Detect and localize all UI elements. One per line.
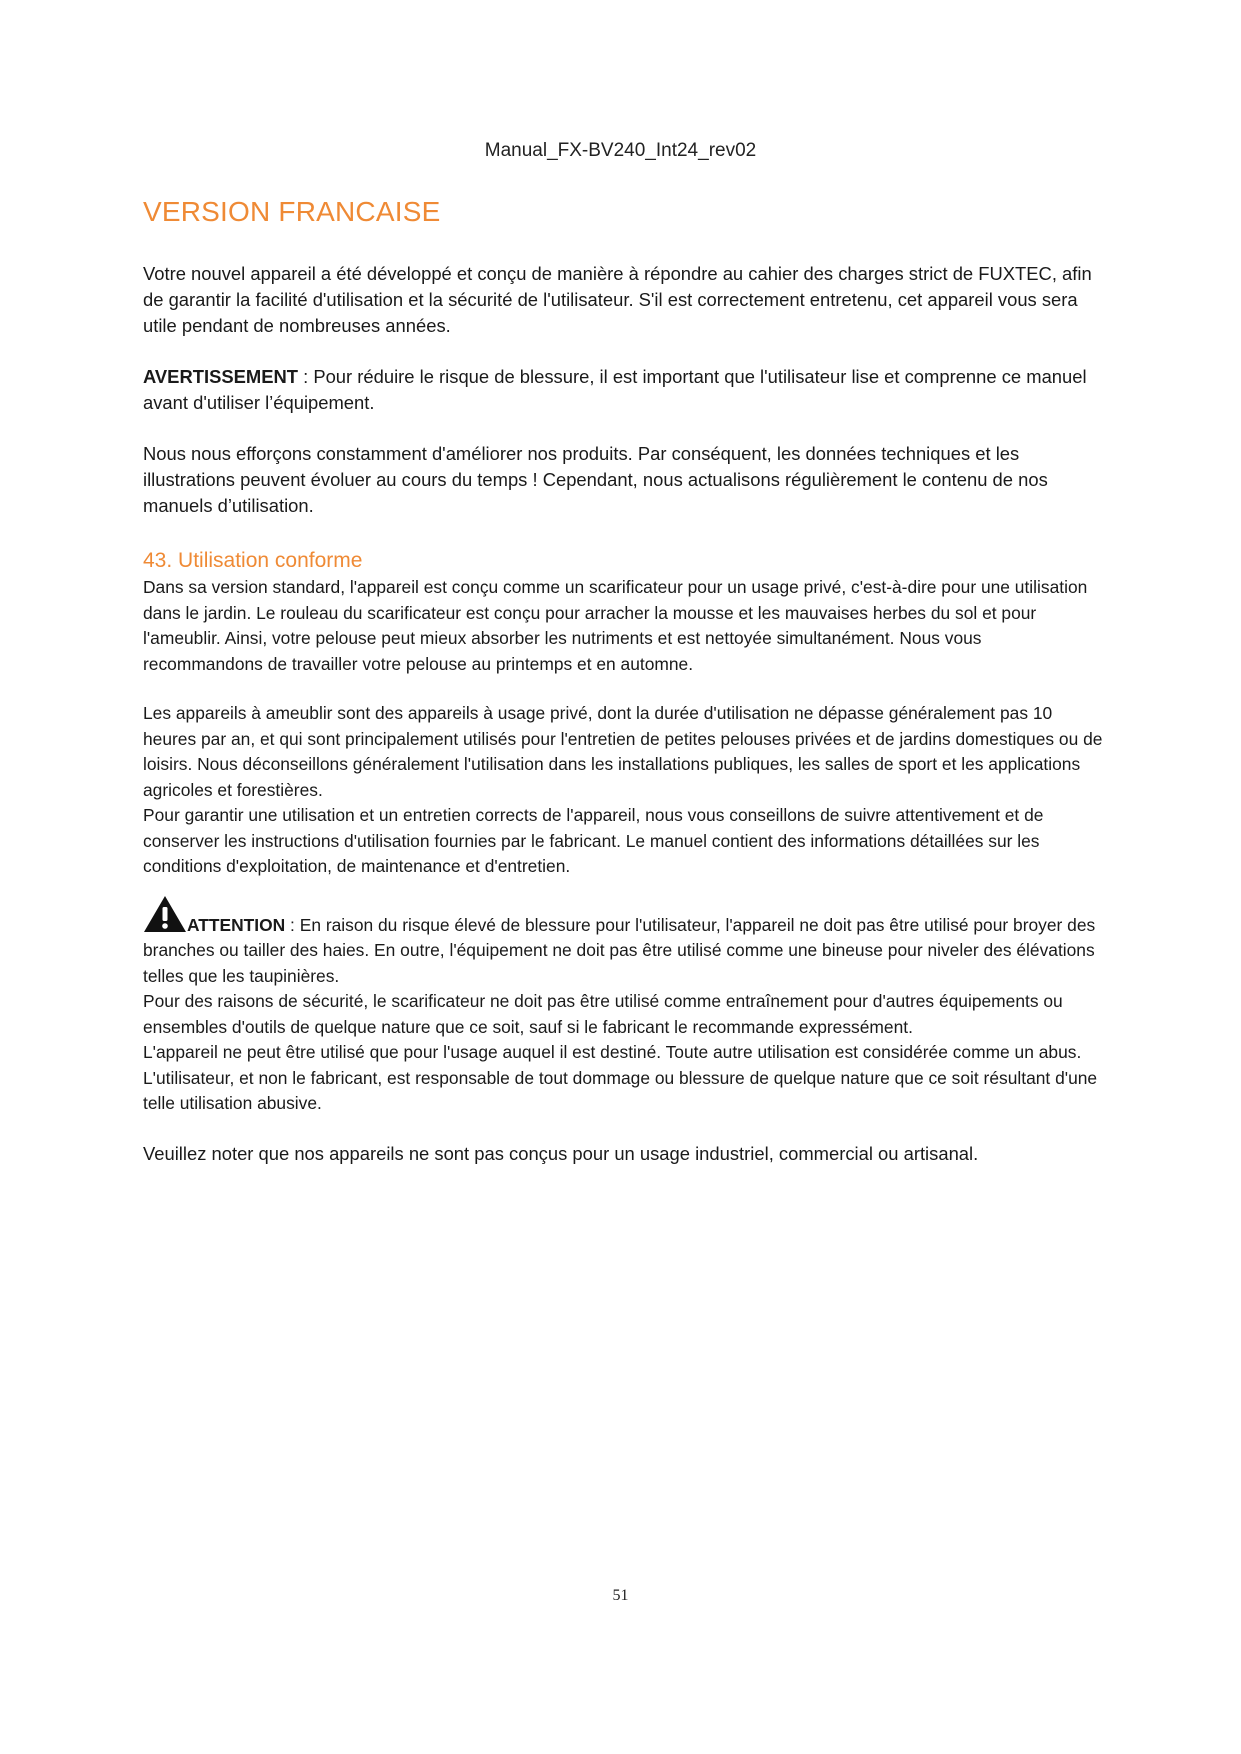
section-title: 43. Utilisation conforme xyxy=(143,549,363,572)
page-title: VERSION FRANCAISE xyxy=(143,196,441,227)
closing-paragraph: Veuillez noter que nos appareils ne sont pas conçus pour un usage industriel, commercial ou artisanal. xyxy=(143,1142,979,1164)
page-content xyxy=(143,196,1103,1167)
page-number: 51 xyxy=(612,1587,629,1604)
improvement-paragraph: Nous nous efforçons constamment d'améliorer nos produits. Par conséquent, les données techniques et les illustrations peuvent évoluer au cours du temps ! Cependant, nous actualisons régulièrement le contenu de nos manuels d’utilisation. xyxy=(143,443,1048,516)
attention-label: ATTENTION xyxy=(187,914,286,935)
warning-label: AVERTISSEMENT xyxy=(143,366,298,387)
section-paragraph-4: Pour des raisons de sécurité, le scarificateur ne doit pas être utilisé comme entraînement pour d'autres équipements ou ensembles d'outils de quelque nature que ce soit, sauf si le fabricant le recommande expressément. xyxy=(143,991,1063,1037)
intro-paragraph: Votre nouvel appareil a été développé et conçu de manière à répondre au cahier des charges strict de FUXTEC, afin de garantir la facilité d'utilisation et la sécurité de l'utilisateur. S'il est correctement entretenu, cet appareil vous sera utile pendant de nombreuses années. xyxy=(143,263,1092,336)
section-paragraph-5: L'appareil ne peut être utilisé que pour l'usage auquel il est destiné. Toute autre utilisation est considérée comme un abus. L'utilisateur, et non le fabricant, est responsable de tout dommage ou blessure de quelque nature que ce soit résultant d'une telle utilisation abusive. xyxy=(143,1042,1098,1113)
warning-text: : Pour réduire le risque de blessure, il est important que l'utilisateur lise et comprenne ce manuel avant d'utiliser l’équipement. xyxy=(143,366,1087,413)
warning-paragraph xyxy=(143,364,1103,416)
attention-text: : En raison du risque élevé de blessure pour l'utilisateur, l'appareil ne doit pas être utilisé pour broyer des branches ou tailler des haies. En outre, l'équipement ne doit pas être utilisé comme une bineuse pour niveler des élévations telles que les taupinières. xyxy=(143,914,1096,986)
section-paragraph-3: Pour garantir une utilisation et un entretien corrects de l'appareil, nous vous conseillons de suivre attentivement et de conserver les instructions d'utilisation fournies par le fabricant. Le manuel contient des informations détaillées sur les conditions d'exploitation, de maintenance et d'entretien. xyxy=(143,805,1044,876)
document-header: Manual_FX-BV240_Int24_rev02 xyxy=(484,140,757,161)
section-paragraph-1: Dans sa version standard, l'appareil est conçu comme un scarificateur pour un usage privé, c'est-à-dire pour une utilisation dans le jardin. Le rouleau du scarificateur est conçu pour arracher la mousse et les mauvaises herbes du sol et pour l'ameublir. Ainsi, votre pelouse peut mieux absorber les nutriments et est nettoyée simultanément. Nous vous recommandons de travailler votre pelouse au printemps et en automne. xyxy=(143,577,1088,674)
warning-triangle-icon xyxy=(143,894,187,934)
attention-paragraph xyxy=(143,894,1103,990)
section-paragraph-2: Les appareils à ameublir sont des appareils à usage privé, dont la durée d'utilisation ne dépasse généralement pas 10 heures par an, et qui sont principalement utilisés pour l'entretien de petites pelouses privées et de jardins domestiques ou de loisirs. Nous déconseillons généralement l'utilisation dans les installations publiques, les salles de sport et les applications agricoles et forestières. xyxy=(143,703,1103,800)
